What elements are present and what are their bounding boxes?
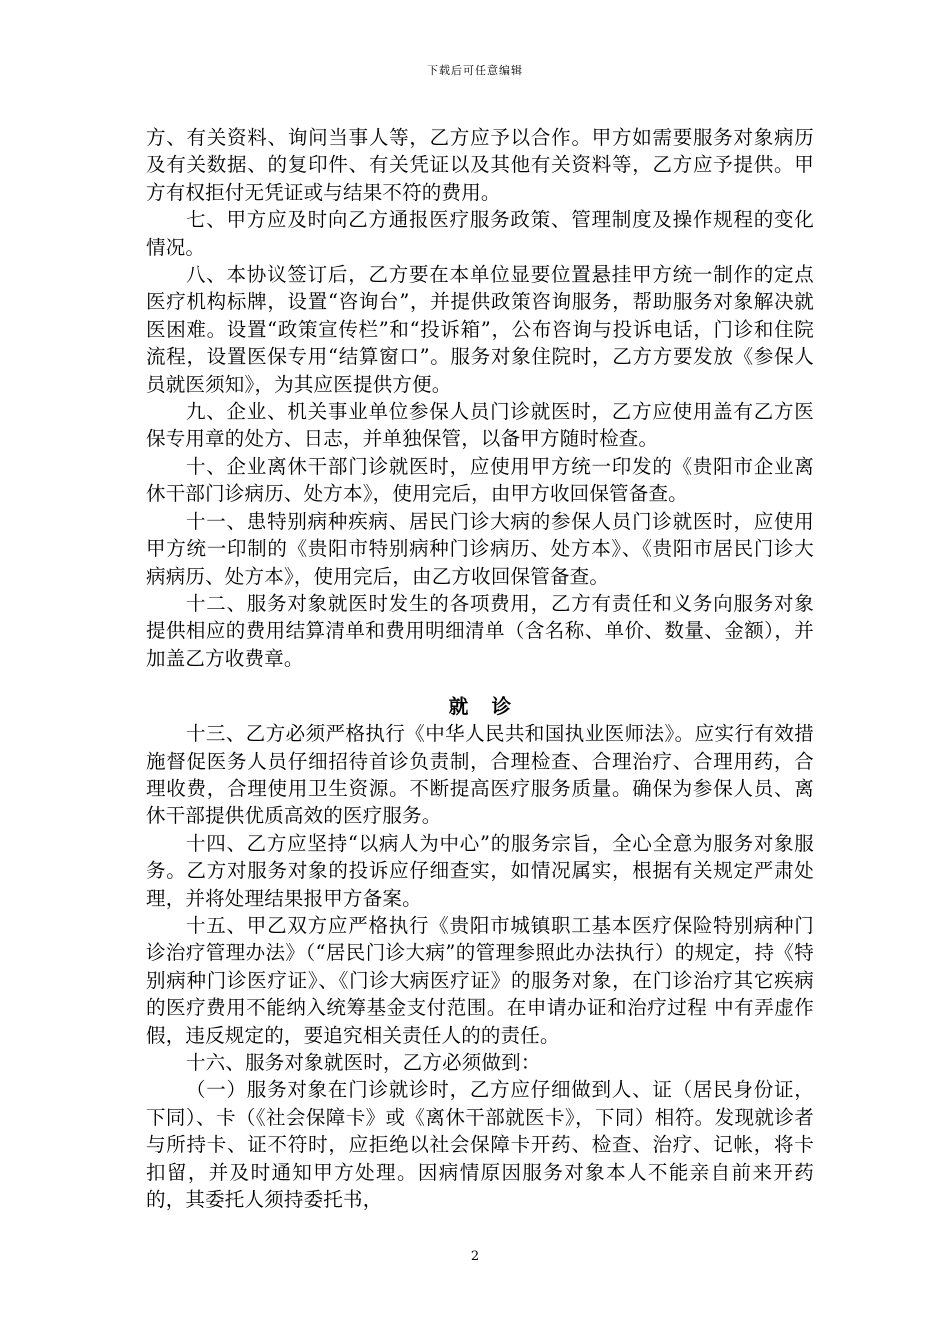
paragraph-clause-15: 十五、甲乙双方应严格执行《贵阳市城镇职工基本医疗保险特别病种门诊治疗管理办法》（“居民门诊大病”的管理参照此办法执行）的规定，持《特别病种门诊医疗证》、《门诊大病医疗证》的服务对象，在门诊治疗其它疾病的医疗费用不能纳入统筹基金支付范围。在申请办证和治疗过程 中有弄虚作假，违反规定的，要追究相关责任人的的责任。	[146, 913, 814, 1047]
paragraph-clause-14: 十四、乙方应坚持“以病人为中心”的服务宗旨，全心全意为服务对象服务。乙方对服务对象的投诉应仔细查实，如情况属实，根据有关规定严肃处理，并将处理结果报甲方备案。	[146, 831, 814, 910]
paragraph-clause-16-item-1: （一）服务对象在门诊就诊时，乙方应仔细做到人、证（居民身份证，下同）、卡（《社会保障卡》或《离休干部就医卡》，下同）相符。发现就诊者与所持卡、证不符时，应拒绝以社会保障卡开药、检查、治疗、记帐，将卡扣留，并及时通知甲方处理。因病情原因服务对象本人不能亲自前来开药的，其委托人须持委托书，	[146, 1078, 814, 1212]
paragraph-clause-9: 九、企业、机关事业单位参保人员门诊就医时，乙方应使用盖有乙方医保专用章的处方、日志，并单独保管，以备甲方随时检查。	[146, 400, 814, 451]
page-header: 下载后可任意编辑	[427, 64, 523, 77]
paragraph-clause-7: 七、甲方应及时向乙方通报医疗服务政策、管理制度及操作规程的变化情况。	[146, 208, 814, 259]
paragraph-continuation: 方、有关资料、询问当事人等，乙方应予以合作。甲方如需要服务对象病历及有关数据、的复印件、有关凭证以及其他有关资料等，乙方应予提供。甲方有权拒付无凭证或与结果不符的费用。	[146, 126, 814, 204]
page-number: 2	[470, 1249, 480, 1264]
section-heading: 就诊	[448, 695, 535, 719]
paragraph-clause-13: 十三、乙方必须严格执行《中华人民共和国执业医师法》。应实行有效措施督促医务人员仔细招待首诊负责制，合理检查、合理治疗、合理用药，合理收费，合理使用卫生资源。不断提高医疗服务质量。确保为参保人员、离休干部提供优质高效的医疗服务。	[146, 722, 814, 828]
paragraph-clause-16: 十六、服务对象就医时，乙方必须做到：	[185, 1051, 541, 1074]
document-body	[146, 124, 814, 1213]
paragraph-clause-10: 十、企业离休干部门诊就医时，应使用甲方统一印发的《贵阳市企业离休干部门诊病历、处方本》，使用完后，由甲方收回保管备查。	[146, 454, 814, 506]
paragraph-clause-11: 十一、患特别病种疾病、居民门诊大病的参保人员门诊就医时，应使用甲方统一印制的《贵阳市特别病种门诊病历、处方本》、《贵阳市居民门诊大病病历、处方本》，使用完后，由乙方收回保管备查。	[146, 509, 814, 588]
paragraph-clause-12: 十二、服务对象就医时发生的各项费用，乙方有责任和义务向服务对象提供相应的费用结算清单和费用明细清单（含名称、单价、数量、金额），并加盖乙方收费章。	[146, 591, 814, 670]
paragraph-clause-8: 八、本协议签订后，乙方要在本单位显要位置悬挂甲方统一制作的定点医疗机构标牌，设置“咨询台”，并提供政策咨询服务，帮助服务对象解决就医困难。设置“政策宣传栏”和“投诉箱”，公布咨询与投诉电话，门诊和住院流程，设置医保专用“结算窗口”。服务对象住院时，乙方方要发放《参保人员就医须知》，为其应医提供方便。	[146, 263, 814, 396]
